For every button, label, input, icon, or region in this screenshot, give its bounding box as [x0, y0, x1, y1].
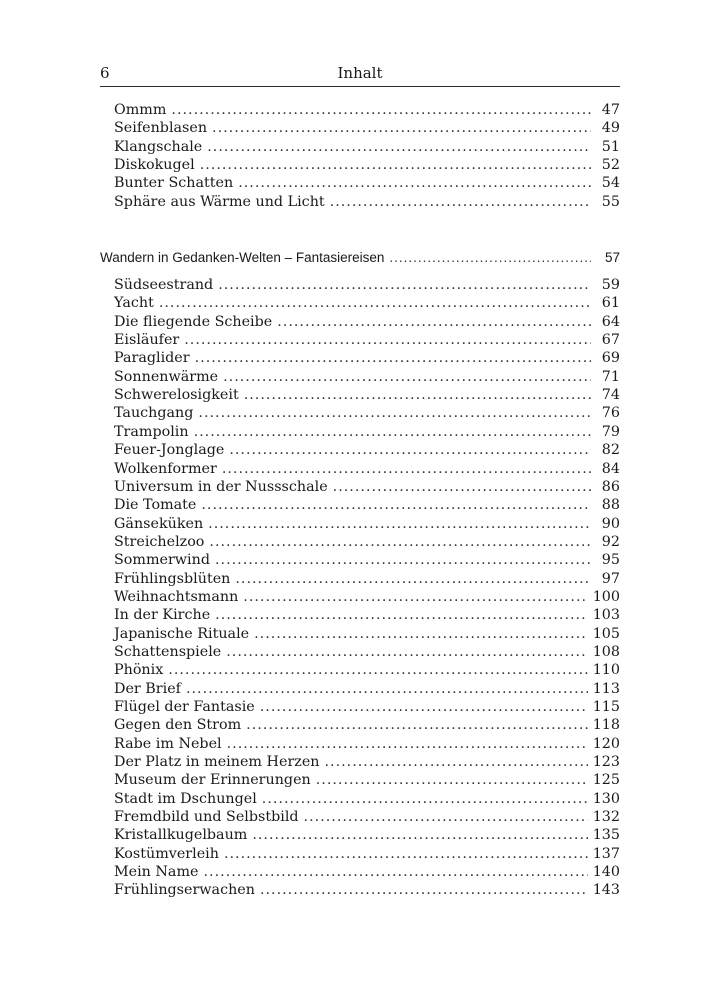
toc-entry-page: 113: [592, 680, 620, 697]
toc-entry[interactable]: [100, 119, 620, 137]
toc-entry-page: 110: [592, 662, 620, 679]
toc-entry-page: 61: [601, 295, 620, 312]
dot-leader: [212, 119, 591, 137]
toc-entry-page: 137: [592, 845, 620, 862]
toc-entry[interactable]: [100, 863, 620, 881]
toc-entry-page: 59: [601, 277, 620, 294]
toc-entry[interactable]: [100, 735, 620, 753]
toc-entry-page: 120: [592, 735, 620, 752]
toc-entry-page: 86: [601, 478, 620, 495]
toc-entry[interactable]: [100, 138, 620, 156]
toc-entry-page: 135: [592, 827, 620, 844]
toc-entry-page: 143: [592, 882, 620, 899]
toc-entry-label: Wolkenformer: [114, 460, 217, 477]
dot-leader: [200, 156, 591, 174]
toc-entry-label: Paraglider: [114, 350, 190, 367]
toc-entry-label: Universum in der Nussschale: [114, 478, 328, 495]
toc-entry-label: Sphäre aus Wärme und Licht: [114, 193, 325, 210]
toc-entry[interactable]: [100, 349, 620, 367]
toc-entry[interactable]: [100, 680, 620, 698]
toc-entry-label: Stadt im Dschungel: [114, 790, 257, 807]
toc-entry-page: 108: [592, 643, 620, 660]
dot-leader: [229, 441, 591, 459]
dot-leader: [195, 349, 591, 367]
toc-entry-label: Feuer-Jonglage: [114, 442, 225, 459]
toc-section-heading[interactable]: [100, 246, 620, 270]
dot-leader: [252, 826, 587, 844]
toc-entry[interactable]: [100, 790, 620, 808]
toc-entry-page: 123: [592, 754, 620, 770]
section-gap: [100, 211, 620, 246]
toc-entry-label: Fremdbild und Selbstbild: [114, 809, 299, 826]
dot-leader: [246, 716, 588, 734]
toc-entry[interactable]: [100, 753, 620, 771]
toc-entries-section: [100, 276, 620, 900]
dot-leader: [226, 643, 587, 661]
toc-entry-label: Weihnachtsmann: [114, 588, 239, 605]
toc-entry[interactable]: [100, 661, 620, 679]
toc-entry[interactable]: [100, 276, 620, 294]
toc-entry[interactable]: [100, 101, 620, 119]
toc-entry[interactable]: [100, 313, 620, 331]
dot-leader: [244, 386, 591, 404]
toc-entry-page: 84: [601, 460, 620, 477]
dot-leader: [262, 790, 588, 808]
dot-leader: [215, 551, 591, 569]
dot-leader: [316, 771, 588, 789]
toc-entry-label: Eisläufer: [114, 332, 180, 349]
toc-entry-label: Ommm: [114, 102, 167, 118]
toc-entry-label: Museum der Erinnerungen: [114, 772, 311, 789]
toc-entry[interactable]: [100, 174, 620, 192]
toc-entry-label: Tauchgang: [114, 405, 194, 422]
toc-entry[interactable]: [100, 845, 620, 863]
dot-leader: [227, 735, 588, 753]
toc-entry-page: 90: [601, 515, 620, 532]
toc-entry[interactable]: [100, 496, 620, 514]
toc-entry-label: Frühlingserwachen: [114, 882, 255, 899]
dot-leader: [243, 588, 587, 606]
dot-leader: [304, 808, 588, 826]
toc-entry-page: 51: [601, 138, 620, 155]
dot-leader: [171, 101, 591, 119]
toc-entry-page: 64: [601, 313, 620, 330]
dot-leader: [260, 698, 588, 716]
dot-leader: [159, 294, 591, 312]
toc-entry-page: 88: [601, 497, 620, 514]
table-of-contents: [100, 101, 620, 900]
dot-leader: [223, 368, 591, 386]
toc-entry-page: 125: [592, 772, 620, 789]
toc-entry-label: Die Tomate: [114, 497, 197, 514]
toc-entry-page: 71: [601, 368, 620, 385]
dot-leader: [235, 570, 591, 588]
dot-leader: [254, 625, 588, 643]
toc-entry-label: Yacht: [114, 295, 154, 312]
toc-entry-label: Der Platz in meinem Herzen: [114, 754, 320, 770]
toc-entry-page: 74: [601, 387, 620, 404]
toc-entry-page: 97: [601, 570, 620, 587]
toc-entry-page: 69: [601, 350, 620, 367]
toc-entry-label: Flügel der Fantasie: [114, 698, 255, 715]
toc-entry-page: 130: [592, 790, 620, 807]
toc-entry-page: 79: [601, 423, 620, 440]
toc-entry[interactable]: [100, 331, 620, 349]
dot-leader: [194, 423, 591, 441]
dot-leader: [224, 845, 588, 863]
toc-entry-page: 55: [601, 193, 620, 210]
dot-leader: [333, 478, 591, 496]
dot-leader: [325, 753, 588, 771]
dot-leader: [201, 496, 591, 514]
toc-entry[interactable]: [100, 441, 620, 459]
toc-entry-page: 92: [601, 533, 620, 550]
toc-entry[interactable]: [100, 826, 620, 844]
toc-entry-label: Gegen den Strom: [114, 717, 242, 734]
toc-entry[interactable]: [100, 625, 620, 643]
dot-leader: [186, 680, 588, 698]
toc-entry[interactable]: [100, 771, 620, 789]
toc-entry[interactable]: [100, 533, 620, 551]
dot-leader: [184, 331, 591, 349]
toc-entry-label: Sommerwind: [114, 552, 210, 569]
toc-entry-label: Diskokugel: [114, 157, 195, 174]
toc-entry[interactable]: [100, 294, 620, 312]
dot-leader: [198, 404, 591, 422]
dot-leader: [222, 460, 591, 478]
toc-entry-page: 49: [601, 120, 620, 137]
dot-leader: [207, 138, 591, 156]
toc-entry[interactable]: [100, 643, 620, 661]
dot-leader: [209, 533, 591, 551]
toc-entries-top: [100, 101, 620, 211]
toc-entry[interactable]: [100, 423, 620, 441]
toc-entry-page: 100: [592, 588, 620, 605]
toc-entry-label: Der Brief: [114, 680, 181, 697]
toc-entry-page: 47: [601, 102, 620, 118]
toc-entry-page: 54: [601, 175, 620, 192]
toc-entry-page: 103: [592, 607, 620, 624]
toc-entry-page: 132: [592, 809, 620, 826]
toc-entry-label: Phönix: [114, 662, 164, 679]
toc-entry[interactable]: [100, 386, 620, 404]
dot-leader: [260, 881, 588, 899]
dot-leader: [203, 863, 587, 881]
running-head-title: Inhalt: [337, 64, 383, 82]
toc-entry[interactable]: [100, 808, 620, 826]
toc-entry-label: Die fliegende Scheibe: [114, 313, 273, 330]
toc-entry[interactable]: [100, 606, 620, 624]
dot-leader: [238, 174, 591, 192]
toc-entry-label: Kostümverleih: [114, 845, 219, 862]
toc-entry-label: In der Kirche: [114, 607, 211, 624]
toc-entry[interactable]: [100, 716, 620, 734]
toc-entry[interactable]: [100, 478, 620, 496]
toc-entry-label: Rabe im Nebel: [114, 735, 222, 752]
toc-entry-page: 140: [592, 864, 620, 881]
toc-entry-page: 52: [601, 157, 620, 174]
toc-entry[interactable]: [100, 515, 620, 533]
toc-section-page: 57: [604, 250, 620, 266]
toc-entry-page: 118: [592, 717, 620, 734]
toc-entry-page: 115: [592, 698, 620, 715]
toc-entry-page: 82: [601, 442, 620, 459]
toc-entry[interactable]: [100, 156, 620, 174]
toc-entry-page: 67: [601, 332, 620, 349]
toc-entry-page: 95: [601, 552, 620, 569]
dot-leader: [208, 515, 591, 533]
toc-entry[interactable]: [100, 193, 620, 211]
dot-leader: [277, 313, 591, 331]
toc-entry-page: 76: [601, 405, 620, 422]
toc-entry[interactable]: [100, 460, 620, 478]
toc-entry-label: Mein Name: [114, 864, 199, 881]
page-header: [100, 64, 620, 87]
toc-entry-label: Kristallkugelbaum: [114, 827, 248, 844]
toc-entry-label: Sonnenwärme: [114, 368, 219, 385]
toc-entry[interactable]: [100, 881, 620, 899]
toc-entry-label: Streichelzoo: [114, 533, 205, 550]
dot-leader: [168, 661, 587, 679]
toc-entry[interactable]: [100, 698, 620, 716]
toc-entry-label: Klangschale: [114, 138, 203, 155]
dot-leader: [389, 246, 591, 270]
page-number: 6: [100, 64, 110, 82]
toc-entry-label: Japanische Rituale: [114, 625, 250, 642]
dot-leader: [218, 276, 591, 294]
toc-entry[interactable]: [100, 570, 620, 588]
toc-entry-label: Seifenblasen: [114, 120, 208, 137]
dot-leader: [330, 193, 591, 211]
toc-entry-label: Bunter Schatten: [114, 175, 234, 192]
toc-entry-label: Gänseküken: [114, 515, 204, 532]
toc-entry-label: Südseestrand: [114, 277, 214, 294]
toc-entry-label: Schattenspiele: [114, 643, 222, 660]
dot-leader: [215, 606, 588, 624]
toc-section-label: Wandern in Gedanken-Welten – Fantasiereisen: [100, 250, 385, 266]
toc-entry[interactable]: [100, 404, 620, 422]
toc-entry-page: 105: [592, 625, 620, 642]
toc-entry[interactable]: [100, 551, 620, 569]
toc-entry-label: Schwerelosigkeit: [114, 387, 239, 404]
toc-entry[interactable]: [100, 368, 620, 386]
toc-entry-label: Frühlingsblüten: [114, 570, 231, 587]
toc-entry-label: Trampolin: [114, 423, 189, 440]
toc-entry[interactable]: [100, 588, 620, 606]
